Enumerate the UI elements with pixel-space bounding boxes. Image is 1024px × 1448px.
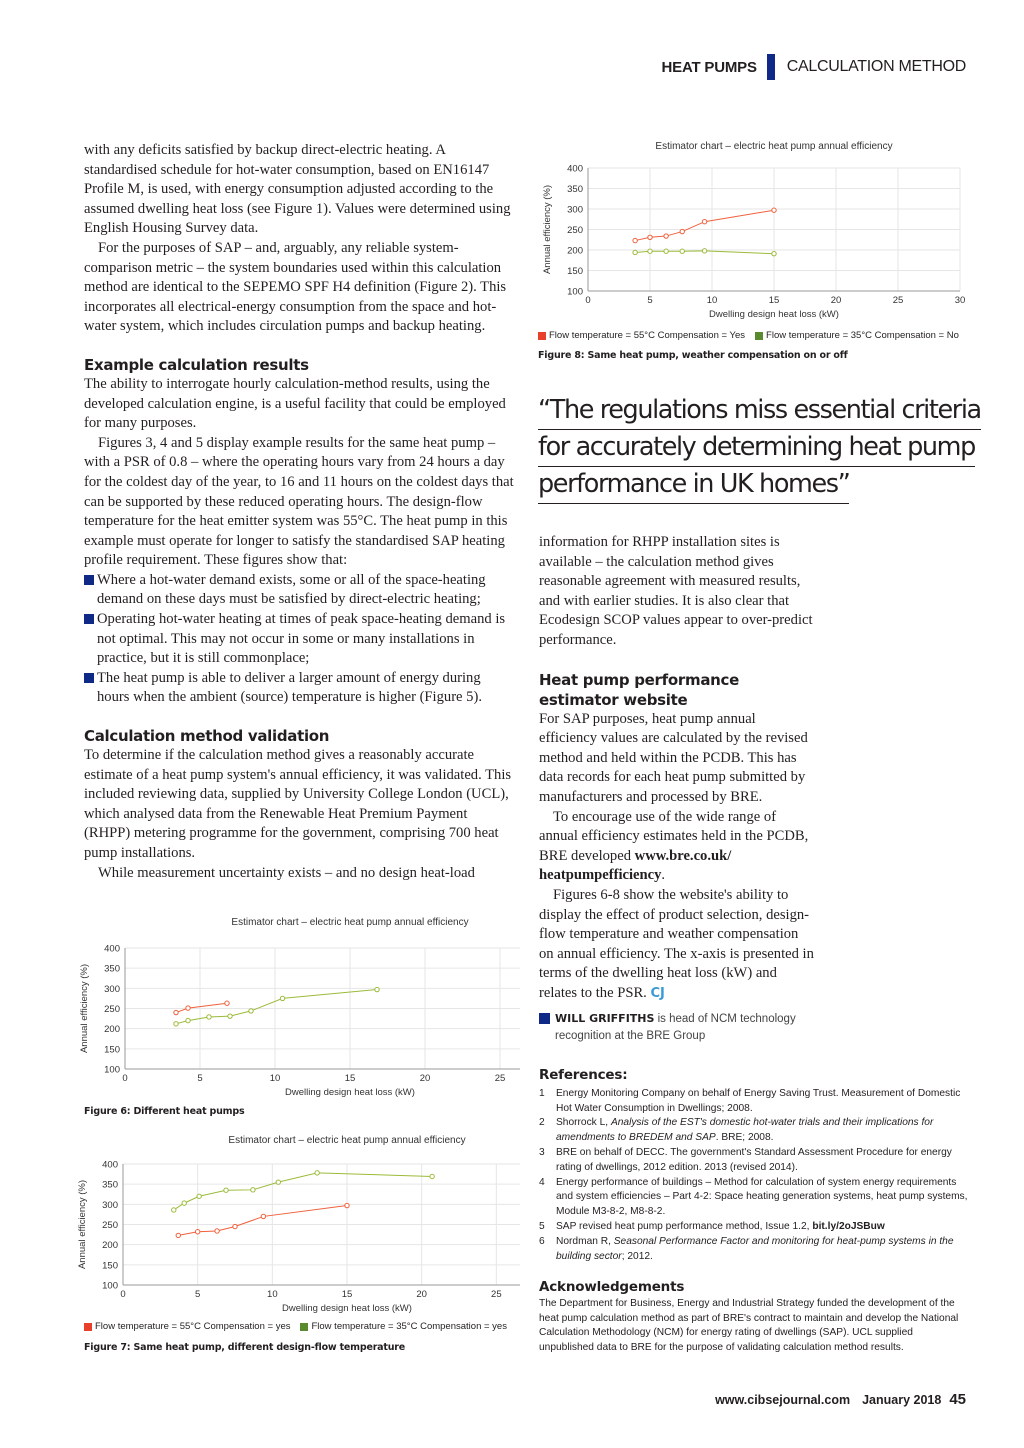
svg-text:350: 350	[104, 963, 120, 975]
svg-text:350: 350	[567, 184, 583, 195]
bullet-item: The heat pump is able to deliver a larger amount of energy during hours when the ambient (source) temperature is higher (Figure 5).	[84, 669, 516, 708]
reference-item: 5 SAP revised heat pump performance method, Issue 1.2, bit.ly/2oJSBuw	[539, 1220, 885, 1232]
svg-text:200: 200	[567, 245, 583, 257]
legend-item: Flow temperature = 35°C Compensation = No	[755, 330, 959, 341]
svg-text:20: 20	[416, 1289, 427, 1300]
paragraph: For SAP purposes, heat pump annual efficiency values are calculated by the revised method and held within the PCDB. This has data records for each heat pump submitted by manufacturers and processed by BRE.	[539, 710, 808, 805]
reference-item: 4 Energy performance of buildings – Method for calculation of system energy requirements and system efficiencies – Part 4-2: Space heating generation systems, heat pump systems, Module M3-8-2, M8-8-2.	[539, 1176, 968, 1218]
reference-item: 1 Energy Monitoring Company on behalf of Energy Saving Trust. Measurement of Domestic Hot Water Consumption in Dwellings; 2008.	[539, 1087, 961, 1114]
heading-estimator-website: Heat pump performance estimator website	[539, 670, 739, 709]
right-column	[539, 533, 814, 1045]
legend-item: Flow temperature = 55°C Compensation = Yes	[538, 330, 745, 341]
svg-text:Dwelling design heat loss (kW): Dwelling design heat loss (kW)	[285, 1087, 415, 1098]
legend-swatch-green-icon	[300, 1323, 308, 1331]
footer-date: January 2018	[862, 1393, 942, 1407]
svg-text:30: 30	[954, 295, 966, 306]
svg-text:10: 10	[269, 1073, 281, 1084]
svg-text:Annual efficiency (%): Annual efficiency (%)	[79, 963, 90, 1054]
legend-swatch-red-icon	[538, 332, 546, 340]
paragraph: To determine if the calculation method gives a reasonably accurate estimate of a heat pump system's annual efficiency, it was validated. This included reviewing data, supplied by University College London (UCL), which analysed data from the Renewable Heat Premium Payment (RHPP) metering programme for the government, comprising 700 heat pump installations.	[84, 747, 512, 861]
paragraph: While measurement uncertainty exists – and no design heat-load	[98, 864, 475, 881]
svg-text:25: 25	[491, 1289, 502, 1300]
figure-8-legend	[538, 330, 969, 341]
pull-quote-line: performance in UK homes”	[538, 467, 849, 504]
svg-text:10: 10	[267, 1289, 278, 1300]
svg-text:15: 15	[768, 295, 780, 306]
svg-text:300: 300	[102, 1199, 118, 1211]
acknowledgements-text: The Department for Business, Energy and Industrial Strategy funded the development of the heat pump calculation method as part of BRE's contract to maintain and develop the National Calculation Methodology (NCM) for energy rating of dwellings (SAP). UCL supplied unpublished data to BRE for the purpose of validating calculation method results.	[539, 1297, 959, 1354]
end-mark: CJ	[650, 985, 665, 1001]
svg-text:400: 400	[567, 163, 583, 175]
svg-text:0: 0	[120, 1289, 126, 1300]
figure-7-chart	[70, 1130, 520, 1320]
svg-text:5: 5	[195, 1289, 201, 1300]
heading-example-results: Example calculation results	[84, 355, 309, 374]
svg-text:200: 200	[102, 1240, 118, 1252]
figure-6-chart	[70, 912, 520, 1102]
svg-text:0: 0	[122, 1073, 128, 1084]
acknowledgements-heading: Acknowledgements	[539, 1279, 685, 1295]
author-square-icon	[539, 1013, 550, 1024]
section-title: HEAT PUMPS	[661, 58, 757, 76]
svg-text:400: 400	[102, 1159, 118, 1171]
svg-text:400: 400	[104, 943, 120, 955]
page-number: 45	[949, 1391, 966, 1408]
svg-text:Annual efficiency (%): Annual efficiency (%)	[542, 184, 553, 275]
figure-8-caption: Figure 8: Same heat pump, weather compensation on or off	[538, 350, 848, 361]
legend-swatch-red-icon	[84, 1323, 92, 1331]
svg-text:25: 25	[494, 1073, 506, 1084]
paragraph: Figures 6-8 show the website's ability to display the effect of product selection, design-flow temperature and weather compensation on annual efficiency. The x-axis is presented in terms of the dwelling heat loss (kW) and relates to the PSR. CJ	[539, 886, 814, 1001]
svg-text:20: 20	[830, 295, 842, 306]
legend-item: Flow temperature = 35°C Compensation = yes	[300, 1321, 506, 1332]
svg-text:5: 5	[197, 1073, 203, 1084]
paragraph: The ability to interrogate hourly calculation-method results, using the developed calculation engine, is a useful facility that could be employed for many purposes.	[84, 375, 506, 432]
legend-item: Flow temperature = 55°C Compensation = yes	[84, 1321, 290, 1332]
bre-website-link[interactable]: www.bre.co.uk/ heatpumpefficiency	[539, 847, 732, 884]
page-footer	[715, 1391, 966, 1408]
header-divider-bar	[767, 54, 775, 80]
svg-text:100: 100	[567, 286, 583, 298]
footer-url[interactable]: www.cibsejournal.com	[715, 1393, 851, 1407]
page-header	[662, 54, 966, 80]
svg-text:25: 25	[892, 295, 904, 306]
bullet-square-icon	[84, 614, 94, 624]
svg-text:15: 15	[341, 1289, 353, 1300]
reference-link[interactable]: bit.ly/2oJSBuw	[812, 1220, 885, 1232]
paragraph: For the purposes of SAP – and, arguably, any reliable system-comparison metric – the system boundaries used within this calculation method are identical to the SEPEMO SPF H4 definition (Figure 2). This incorporates all electrical-energy consumption from the space and hot-water system, which includes circulation pumps and backup heating.	[84, 239, 507, 335]
svg-text:150: 150	[567, 266, 583, 277]
legend-swatch-green-icon	[755, 332, 763, 340]
pull-quote-line: “The regulations miss essential criteria	[538, 393, 981, 430]
svg-text:Estimator chart – electric hea: Estimator chart – electric heat pump annual efficiency	[231, 917, 469, 928]
svg-text:350: 350	[102, 1179, 118, 1191]
svg-text:100: 100	[102, 1280, 118, 1292]
svg-text:300: 300	[104, 983, 120, 995]
paragraph: Figures 3, 4 and 5 display example results for the same heat pump – with a PSR of 0.8 – where the operating hours vary from 24 hours a day for the coldest day of the year, to 16 and 11 hours on the coldest days that can be supported by these reduced operating hours. The design-flow temperature for the heat emitter system was 55°C. The heat pump in this example must operate for longer to satisfy the standardised SAP heating profile requirement. These figures show that:	[84, 434, 514, 569]
svg-text:250: 250	[102, 1220, 118, 1231]
pull-quote	[538, 393, 981, 504]
bullet-square-icon	[84, 673, 94, 683]
paragraph: information for RHPP installation sites is available – the calculation method gives reasonable agreement with measured results, and with earlier studies. It is also clear that Ecodesign SCOP values appear to over-predict performance.	[539, 534, 813, 648]
svg-text:Dwelling design heat loss (kW): Dwelling design heat loss (kW)	[709, 309, 839, 320]
svg-text:250: 250	[567, 225, 583, 236]
left-column	[84, 141, 516, 883]
references-heading: References:	[539, 1067, 628, 1083]
references-section	[539, 1068, 969, 1264]
figure-8-chart	[530, 136, 970, 326]
paragraph: with any deficits satisfied by backup direct-electric heating. A standardised schedule for hot-water consumption, based on EN16147 Profile M, is used, with energy consumption adjusted according to the assumed dwelling heat loss (see Figure 1). Values were determined using English Housing Survey data.	[84, 142, 511, 237]
svg-text:0: 0	[585, 295, 591, 306]
svg-text:10: 10	[706, 295, 718, 306]
svg-text:20: 20	[419, 1073, 431, 1084]
pull-quote-line: for accurately determining heat pump	[538, 430, 975, 467]
svg-text:150: 150	[102, 1260, 118, 1272]
reference-item: 2 Shorrock L, Analysis of the EST's domestic hot-water trials and their implications for amendments to BREDEM and SAP. BRE; 2008.	[539, 1117, 934, 1144]
bullet-item: Where a hot-water demand exists, some or all of the space-heating demand on these days must be satisfied by direct-electric heating;	[84, 571, 516, 610]
subsection-title: CALCULATION METHOD	[786, 58, 966, 75]
svg-text:Annual efficiency (%): Annual efficiency (%)	[77, 1179, 88, 1270]
author-name: WILL GRIFFITHS	[555, 1012, 655, 1026]
paragraph: To encourage use of the wide range of annual efficiency estimates held in the PCDB, BRE developed www.bre.co.uk/ heatpumpefficiency.	[539, 808, 809, 884]
figure-6-caption: Figure 6: Different heat pumps	[84, 1106, 245, 1117]
reference-item: 3 BRE on behalf of DECC. The government's Standard Assessment Procedure for energy rating of dwellings, 2012 edition. 2013 (revised 2014).	[539, 1146, 952, 1173]
svg-text:200: 200	[104, 1024, 120, 1036]
figure-7-caption: Figure 7: Same heat pump, different design-flow temperature	[84, 1342, 406, 1353]
svg-text:250: 250	[104, 1004, 120, 1015]
svg-text:5: 5	[647, 295, 653, 306]
figure-7-legend	[84, 1321, 517, 1332]
bullet-square-icon	[84, 575, 94, 585]
bullet-item: Operating hot-water heating at times of peak space-heating demand is not optimal. This may not occur in some or many installations in practice, but it is still commonplace;	[84, 610, 516, 669]
heading-validation: Calculation method validation	[84, 727, 330, 746]
author-bio: WILL GRIFFITHS is head of NCM technology recognition at the BRE Group	[539, 1010, 814, 1045]
svg-text:15: 15	[344, 1073, 356, 1084]
svg-text:300: 300	[567, 204, 583, 216]
svg-text:150: 150	[104, 1044, 120, 1056]
acknowledgements-section	[539, 1280, 969, 1356]
reference-item: 6 Nordman R, Seasonal Performance Factor and monitoring for heat-pump systems in the building sector; 2012.	[539, 1235, 954, 1262]
svg-text:100: 100	[104, 1064, 120, 1076]
svg-text:Dwelling design heat loss (kW): Dwelling design heat loss (kW)	[282, 1303, 412, 1314]
svg-text:Estimator chart – electric hea: Estimator chart – electric heat pump annual efficiency	[655, 141, 893, 152]
svg-text:Estimator chart – electric hea: Estimator chart – electric heat pump annual efficiency	[228, 1135, 466, 1146]
